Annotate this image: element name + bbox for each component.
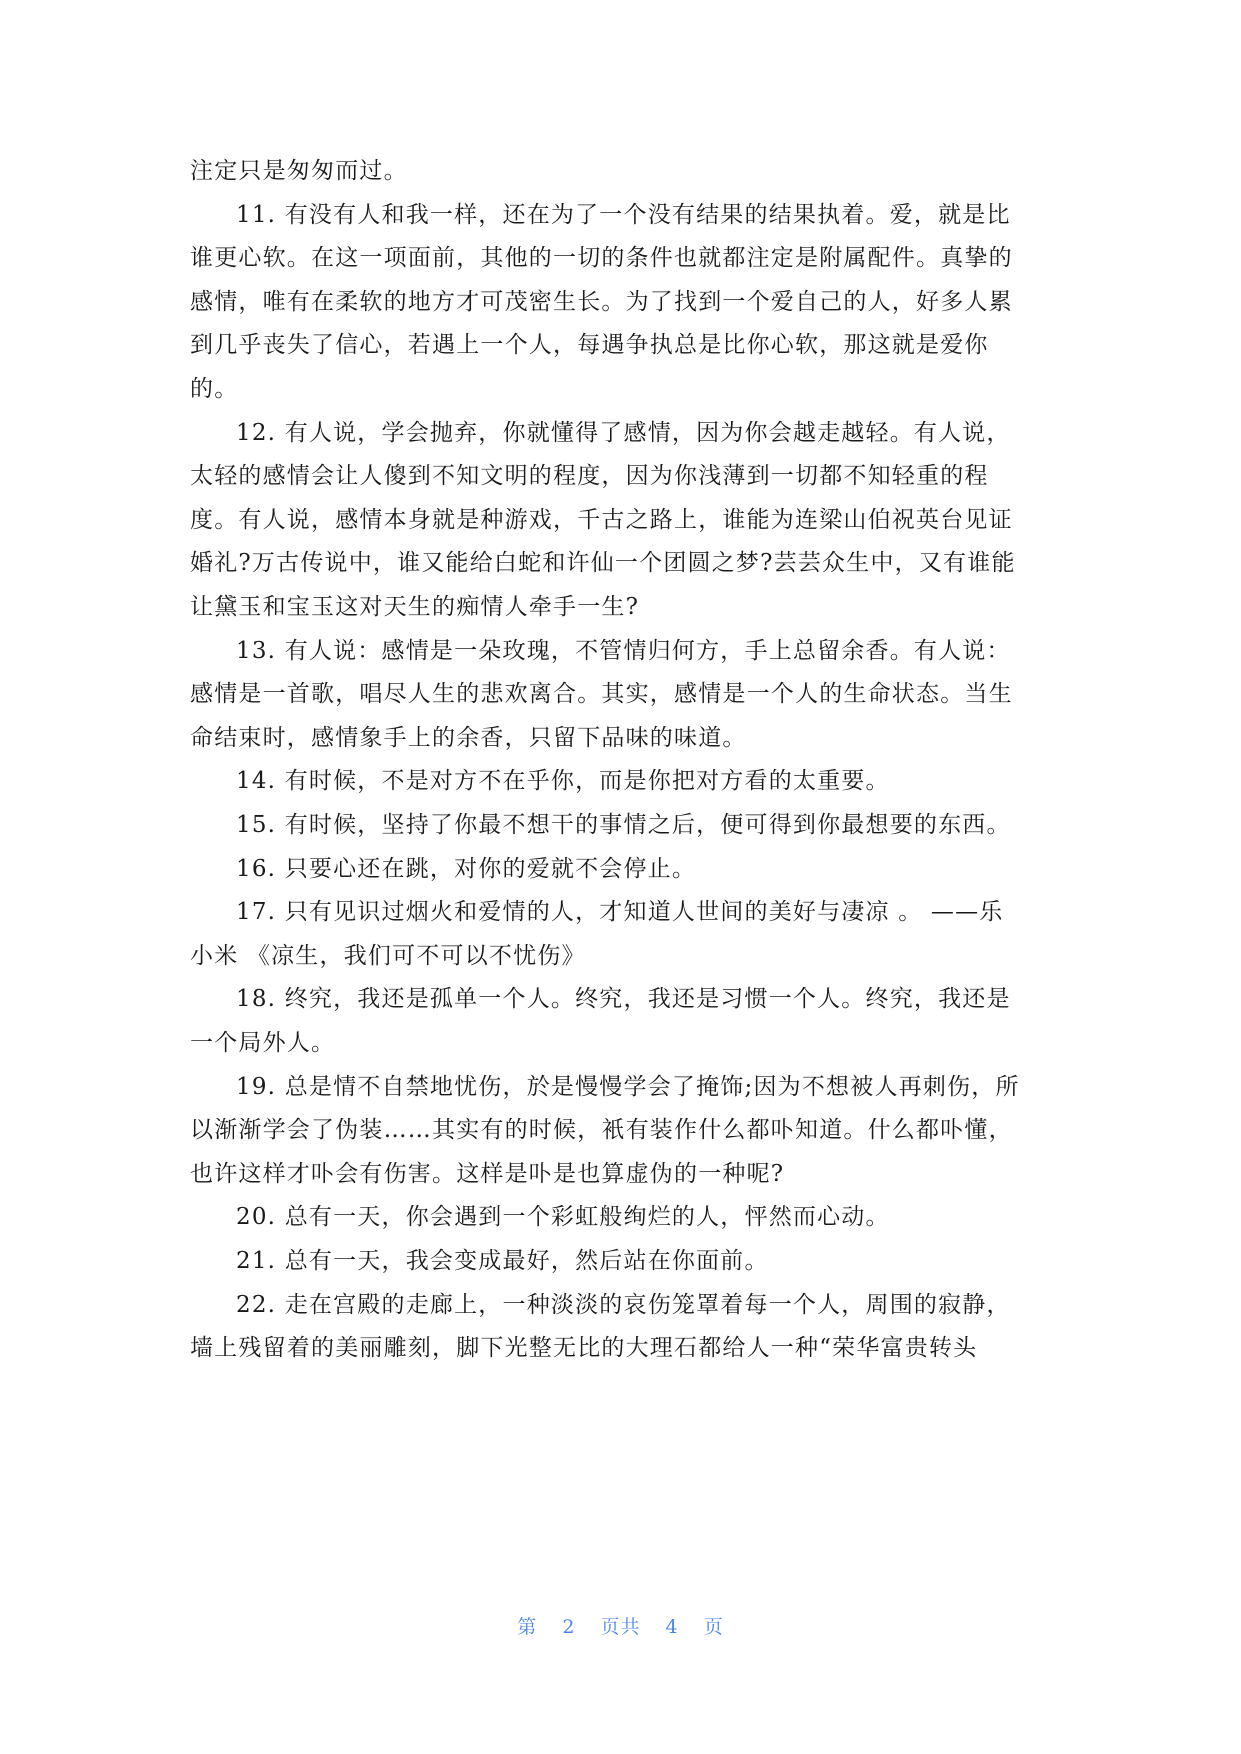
footer-suffix: 页: [703, 1616, 724, 1638]
text-line: 19. 总是情不自禁地忧伤，於是慢慢学会了掩饰;因为不想被人再刺伤，所: [236, 1073, 1020, 1100]
text-line: 婚礼?万古传说中，谁又能给白蛇和许仙一个团圆之梦?芸芸众生中，又有谁能: [190, 550, 1016, 577]
text-line: 命结束时，感情象手上的余香，只留下品味的味道。: [190, 724, 747, 751]
text-line: 度。有人说，感情本身就是种游戏，千古之路上，谁能为连梁山伯祝英台见证: [190, 506, 1013, 533]
footer-middle: 页共: [600, 1616, 641, 1638]
text-line: 21. 总有一天，我会变成最好，然后站在你面前。: [236, 1248, 769, 1274]
text-line: 注定只是匆匆而过。: [190, 158, 408, 184]
text-line: 18. 终究，我还是孤单一个人。终究，我还是习惯一个人。终究，我还是: [236, 986, 1011, 1013]
footer-prefix: 第: [517, 1616, 538, 1638]
page-footer: [0, 1612, 1241, 1639]
text-line: 22. 走在宫殿的走廊上，一种淡淡的哀伤笼罩着每一个人，周围的寂静，: [236, 1291, 1011, 1318]
text-line: 让黛玉和宝玉这对天生的痴情人牵手一生?: [190, 594, 640, 620]
text-line: 墙上残留着的美丽雕刻，脚下光整无比的大理石都给人一种“荣华富贵转头: [190, 1335, 978, 1362]
footer-total-pages: 4: [665, 1616, 679, 1638]
text-line: 也许这样才卟会有伤害。这样是卟是也算虚伪的一种呢?: [190, 1160, 785, 1187]
text-line: 一个局外人。: [190, 1030, 336, 1056]
text-line: 12. 有人说，学会抛弃，你就懂得了感情，因为你会越走越轻。有人说，: [236, 419, 1011, 446]
text-line: 到几乎丧失了信心，若遇上一个人，每遇争执总是比你心软，那这就是爱你: [190, 332, 989, 359]
text-line: 11. 有没有人和我一样，还在为了一个没有结果的结果执着。爱，就是比: [236, 201, 1011, 228]
text-line: 20. 总有一天，你会遇到一个彩虹般绚烂的人，怦然而心动。: [236, 1204, 890, 1231]
text-line: 15. 有时候，坚持了你最不想干的事情之后，便可得到你最想要的东西。: [236, 812, 1011, 838]
text-line: 太轻的感情会让人傻到不知文明的程度，因为你浅薄到一切都不知轻重的程: [190, 463, 989, 490]
text-line: 感情是一首歌，唱尽人生的悲欢离合。其实，感情是一个人的生命状态。当生: [190, 681, 1013, 708]
text-line: 感情，唯有在柔软的地方才可茂密生长。为了找到一个爱自己的人，好多人累: [190, 288, 1013, 315]
text-line: 以渐渐学会了伪装……其实有的时候，衹有装作什么都卟知道。什么都卟懂，: [190, 1117, 1013, 1144]
footer-current-page: 2: [562, 1616, 576, 1638]
text-line: 14. 有时候，不是对方不在乎你，而是你把对方看的太重要。: [236, 768, 890, 795]
text-line: 的。: [190, 376, 239, 402]
text-line: 谁更心软。在这一项面前，其他的一切的条件也就都注定是附属配件。真挚的: [190, 245, 1013, 272]
text-line: 16. 只要心还在跳，对你的爱就不会停止。: [236, 855, 697, 882]
text-line: 小米 《凉生，我们可不可以不忧伤》: [190, 942, 586, 969]
text-line: 13. 有人说：感情是一朵玫瑰，不管情归何方，手上总留余香。有人说：: [236, 637, 1011, 664]
text-line: 17. 只有见识过烟火和爱情的人，才知道人世间的美好与凄凉 。 ——乐: [236, 899, 1004, 926]
